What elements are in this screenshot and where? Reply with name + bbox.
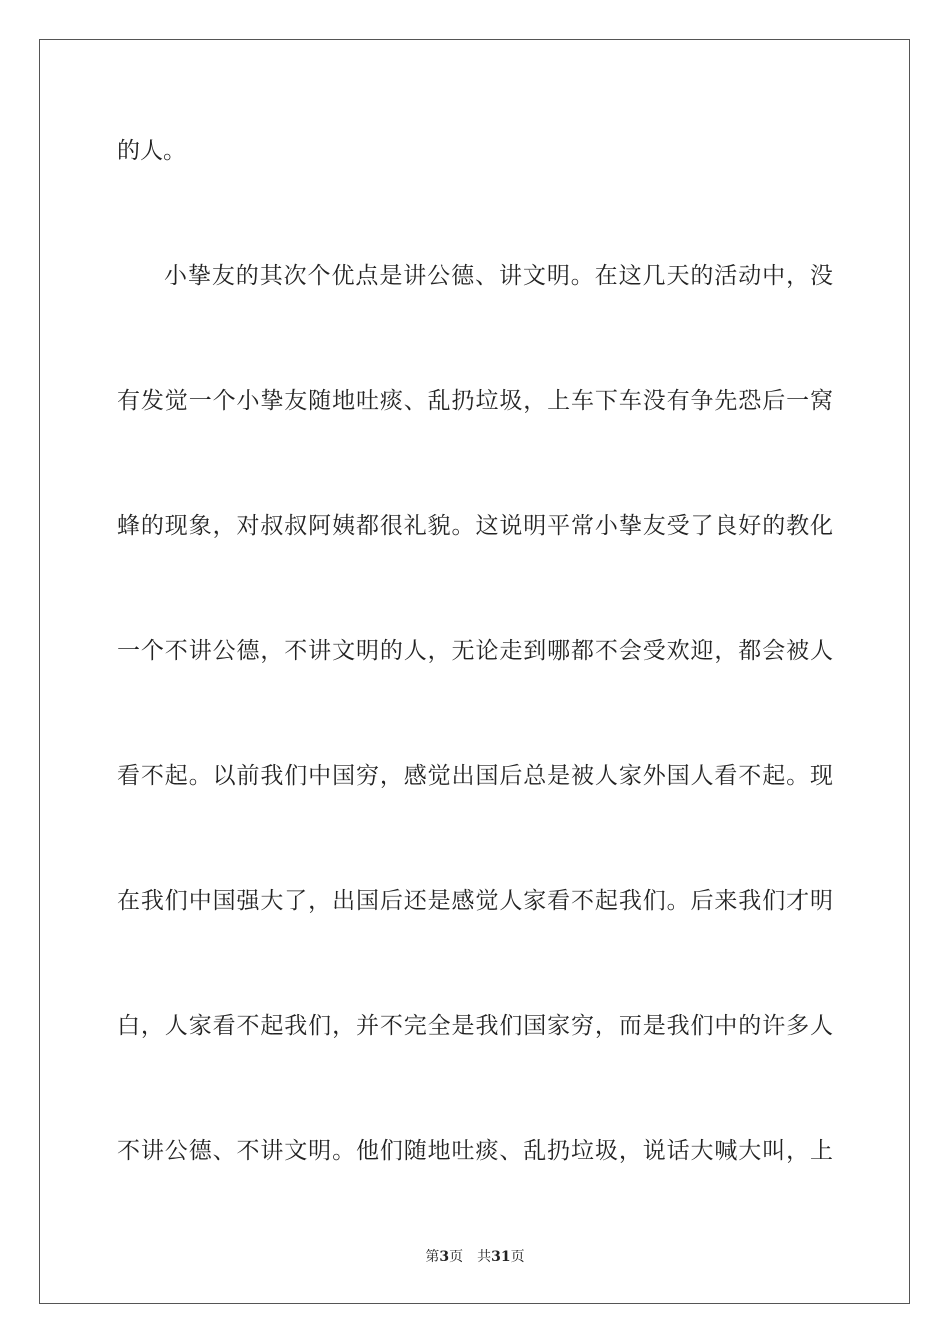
page-suffix: 页 xyxy=(449,1249,464,1265)
paragraph-line-6: 看不起。以前我们中国穷，感觉出国后总是被人家外国人看不起。现 xyxy=(117,763,833,789)
paragraph-line-7: 在我们中国强大了，出国后还是感觉人家看不起我们。后来我们才明 xyxy=(117,888,833,914)
page-border xyxy=(39,39,910,1304)
paragraph-line-8: 白，人家看不起我们，并不完全是我们国家穷，而是我们中的许多人 xyxy=(117,1013,833,1039)
page-footer xyxy=(0,1248,950,1266)
paragraph-line-2: 小挚友的其次个优点是讲公德、讲文明。在这几天的活动中，没 xyxy=(164,263,833,289)
page-number: 3 xyxy=(439,1249,450,1265)
total-suffix: 页 xyxy=(510,1249,525,1265)
paragraph-line-1: 的人。 xyxy=(117,138,186,164)
paragraph-line-4: 蜂的现象，对叔叔阿姨都很礼貌。这说明平常小挚友受了良好的教化 xyxy=(117,513,833,539)
paragraph-line-9: 不讲公德、不讲文明。他们随地吐痰、乱扔垃圾，说话大喊大叫，上 xyxy=(117,1138,833,1164)
paragraph-line-3: 有发觉一个小挚友随地吐痰、乱扔垃圾，上车下车没有争先恐后一窝 xyxy=(117,388,833,414)
page-prefix: 第 xyxy=(425,1249,440,1265)
total-prefix: 共 xyxy=(477,1249,492,1265)
total-pages: 31 xyxy=(491,1249,511,1265)
paragraph-line-5: 一个不讲公德，不讲文明的人，无论走到哪都不会受欢迎，都会被人 xyxy=(117,638,833,664)
